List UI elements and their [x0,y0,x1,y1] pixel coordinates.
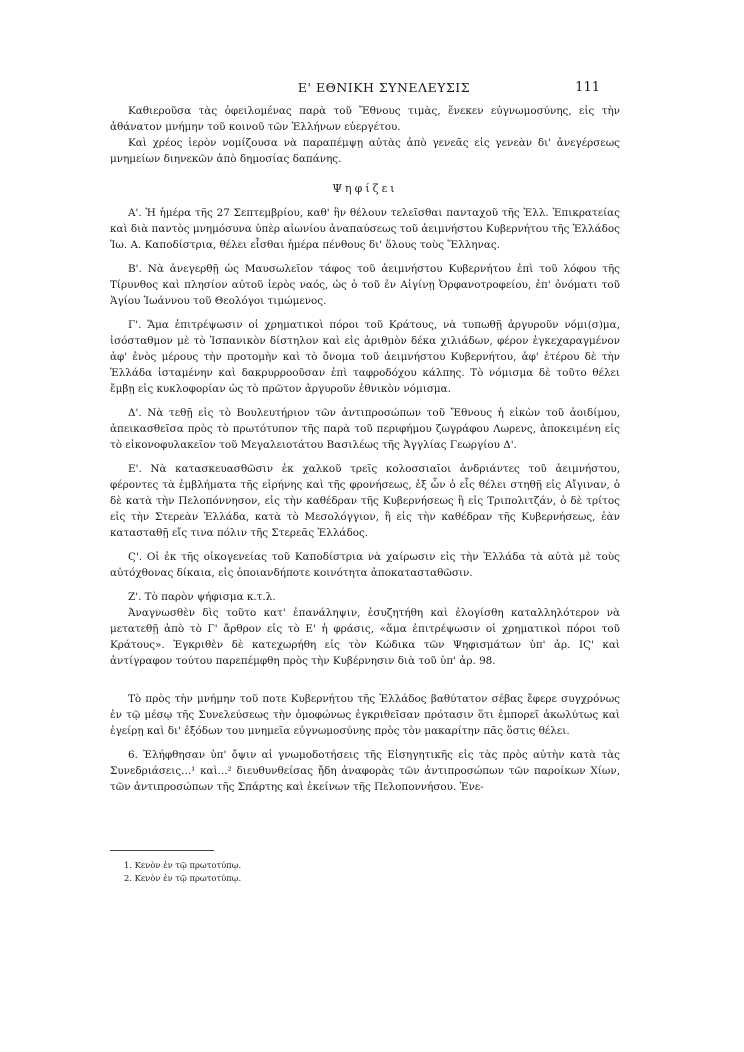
section-heading: Ψηφίζει [332,182,398,195]
article-f: Ϛ'. Οἱ ἐκ τῆς οἰκογενείας τοῦ Καποδίστρια νὰ χαίρωσιν εἰς τὴν Ἑλλάδα τὰ αὐτὰ μὲ τοὺς αὐτόχθονας δίκαια, εἰς ὁποιανδήποτε κοινότητα ἀποκατασταθῶσιν. [110,551,620,579]
article-b: Β'. Νὰ ἀνεγερθῇ ὡς Μαυσωλεῖον τάφος τοῦ ἀειμνήστου Κυβερνήτου ἐπὶ τοῦ λόφου τῆς Τίρυνθος καὶ πλησίον αὐτοῦ ἱερὸς ναός, ὡς ὁ τοῦ ἐν Αἰγίνῃ Ὀρφανοτροφείου, ἐπ' ὀνόματι τοῦ Ἁγίου Ἰωάννου τοῦ Θεολόγοι τιμώμενος. [110,263,620,307]
paragraph-discussion: Ἀναγνωσθὲν δὶς τοῦτο κατ' ἐπανάληψιν, ἐσυζητήθη καὶ ἐλογίσθη καταλληλότερον νὰ μετατεθῇ ἀπὸ τὸ Γ' ἄρθρον εἰς τὸ Ε' ἡ φράσις, «ἅμα ἐπιτρέψωσιν οἱ χρηματικοὶ πόροι τοῦ Κράτους». Ἐγκριθὲν δὲ κατεχωρήθη εἰς τὸν Κώδικα τῶν Ψηφισμάτων ὑπ' ἀρ. ΙϚ' καὶ ἀντίγραφον τούτου παρεπέμφθη πρὸς τὴν Κυβέρνησιν διὰ τοῦ ὑπ' ἀρ. 98. [110,607,620,667]
article-d: Δ'. Νὰ τεθῇ εἰς τὸ Βουλευτήριον τῶν ἀντιπροσώπων τοῦ Ἔθνους ἡ εἰκὼν τοῦ ἀοιδίμου, ἀπεικασθεῖσα πρὸς τὸ πρωτότυπον τῆς παρὰ τοῦ περιφήμου ζωγράφου Λωρενς, ἀποκειμένη εἰς τὸ εἰκονοφυλακεῖον τοῦ Μεγαλειοτάτου Βασιλέως τῆς Ἀγγλίας Γεωργίου Δ'. [110,407,620,451]
footnote-2: 2. Κενὸν ἐν τῷ πρωτοτύπῳ. [124,873,242,883]
paragraph-preamble-1: Καθιεροῦσα τὰς ὀφειλομένας παρὰ τοῦ Ἔθνους τιμὰς, ἕνεκεν εὐγνωμοσύνης, εἰς τὴν ἀθάνατον μνήμην τοῦ κοινοῦ τῶν Ἑλλήνων εὐεργέτου. [110,105,620,133]
article-c: Γ'. Ἅμα ἐπιτρέψωσιν οἱ χρηματικοὶ πόροι τοῦ Κράτους, νὰ τυπωθῇ ἀργυροῦν νόμι(σ)μα, ἰσόσταθμον μὲ τὸ Ἱσπανικὸν δίστηλον καὶ εἰς ἀριθμὸν δέκα χιλιάδων, φέρον ἐγκεχαραγμένον ἀφ' ἑνὸς μέρους τὴν προτομὴν καὶ τὸ ὄνομα τοῦ ἀειμνήστου Κυβερνήτου, ἀφ' ἑτέρου δὲ τὴν Ἑλλάδα ἱσταμένην καὶ δακρυρροοῦσαν ἐπὶ ταφροδόχου κάλπης. Τὸ νόμισμα δὲ τοῦτο θέλει ἔμβῃ εἰς κυκλοφορίαν ὡς τὸ πρῶτον ἀργυροῦν ἐθνικὸν νόμισμα. [110,319,620,395]
footnotes [110,850,620,885]
paragraph-preamble-2: Καὶ χρέος ἱερὸν νομίζουσα νὰ παραπέμψῃ αὐτὰς ἀπὸ γενεᾶς εἰς γενεὰν δι' ἀνεγέρσεως μνημείων διηνεκῶν ἀπὸ δημοσίας δαπάνης. [110,137,620,165]
document-body [110,103,620,795]
article-g: Ζ'. Τὸ παρὸν ψήφισμα κ.τ.λ. [128,591,276,603]
article-a: Α'. Ἡ ἡμέρα τῆς 27 Σεπτεμβρίου, καθ' ἣν θέλουν τελεῖσθαι πανταχοῦ τῆς Ἑλλ. Ἐπικρατείας καὶ διὰ παντὸς μνημόσυνα ὑπὲρ αἰωνίου ἀναπαύσεως τοῦ ἀειμνήστου Κυβερνήτου τῆς Ἑλλάδος Ἰω. Α. Καποδίστρια, θέλει εἶσθαι ἡμέρα πένθους δι' ὅλους τοὺς Ἕλληνας. [110,207,620,251]
footnote-1: 1. Κενὸν ἐν τῷ πρωτοτύπῳ. [124,860,242,870]
page-number: 111 [575,80,600,95]
article-e: Ε'. Νὰ κατασκευασθῶσιν ἐκ χαλκοῦ τρεῖς κολοσσιαῖοι ἀνδριάντες τοῦ ἀειμνήστου, φέροντες τὰ ἐμβλήματα τῆς εἰρήνης καὶ τῆς φρονήσεως, ἐξ ὧν ὁ εἷς θέλει στηθῇ εἰς Αἴγιναν, ὁ δὲ κατὰ τὴν Πελοπόννησον, εἰς τὴν καθέδραν τῆς Κυβερνήσεως ἢ εἰς Τριπολιτζάν, ὁ δὲ τρίτος εἰς τὴν Στερεὰν Ἑλλάδα, κατὰ τὸ Μεσολόγγιον, ἢ εἰς τὴν καθέδραν τῆς Κυβερνήσεως, ἐὰν κατασταθῇ εἴς τινα πόλιν τῆς Στερεᾶς Ἑλλάδος. [110,463,620,539]
footnote-divider [110,850,214,851]
running-header: Ε' ΕΘΝΙΚΗ ΣΥΝΕΛΕΥΣΙΣ [297,80,471,95]
paragraph-item-6: 6. Ἐλήφθησαν ὑπ' ὄψιν αἱ γνωμοδοτήσεις τῆς Εἰσηγητικῆς εἰς τὰς πρὸς αὐτὴν κατὰ τὰς Συνεδριάσεις...¹ καὶ...² διευθυνθείσας ἤδη ἀναφορὰς τῶν ἀντιπροσώπων τῶν παροίκων Χίων, τῶν ἀντιπροσώπων τῆς Σπάρτης καὶ ἐκείνων τῆς Πελοποννήσου. Ἐνε- [110,749,620,793]
paragraph-memorial: Τὸ πρὸς τὴν μνήμην τοῦ ποτε Κυβερνήτου τῆς Ἑλλάδος βαθύτατον σέβας ἔφερε συγχρόνως ἐν τῷ μέσῳ τῆς Συνελεύσεως τὴν ὁμοφώνως ἐγκριθεῖσαν πρότασιν ὅτι ἐμπορεῖ ἀκωλύτως καὶ ἐγείρῃ καὶ δι' ἐξόδων του μνημεῖα εὐγνωμοσύνης πρὸς τὸν μακαρίτην πᾶς ὅστις θέλει. [110,693,620,737]
